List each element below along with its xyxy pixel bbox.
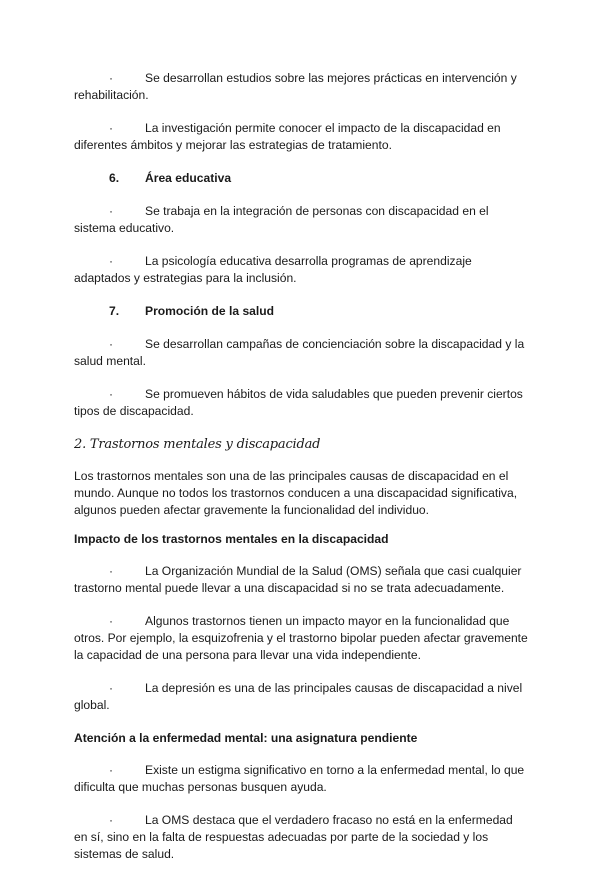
bullet-paragraph: · Se trabaja en la integración de personas con discapacidad en el sistema educativo. — [74, 204, 489, 235]
bullet-dot: · — [109, 71, 114, 85]
section-title: 2. Trastornos mentales y discapacidad — [74, 437, 321, 452]
bullet-dot: · — [109, 337, 114, 351]
bullet-dot: · — [109, 387, 114, 401]
bullet-dot: · — [109, 681, 114, 695]
attention-heading: Atención a la enfermedad mental: una asignatura pendiente — [74, 731, 418, 745]
bullet-paragraph: · Se promueven hábitos de vida saludables que pueden prevenir ciertos tipos de discapacidad. — [74, 387, 523, 418]
bullet-dot: · — [109, 121, 114, 135]
bullet-paragraph: · La psicología educativa desarrolla programas de aprendizaje adaptados y estrategias para la inclusión. — [74, 254, 472, 285]
bullet-paragraph: · La Organización Mundial de la Salud (OMS) señala que casi cualquier trastorno mental puede llevar a una discapacidad si no se trata adecuadamente. — [74, 564, 522, 595]
impact-heading: Impacto de los trastornos mentales en la discapacidad — [74, 532, 389, 546]
bullet-paragraph: · Se desarrollan estudios sobre las mejores prácticas en intervención y rehabilitación. — [74, 71, 517, 102]
bullet-dot: · — [109, 564, 114, 578]
bullet-paragraph: · La OMS destaca que el verdadero fracaso no está en la enfermedad en sí, sino en la falta de respuestas adecuadas por parte de la sociedad y los sistemas de salud. — [74, 813, 513, 861]
intro-paragraph: Los trastornos mentales son una de las principales causas de discapacidad en el mundo. Aunque no todos los trastornos conducen a una discapacidad significativa, algunos pueden afectar gravemente la funcionalidad del individuo. — [74, 469, 518, 517]
bullet-dot: · — [109, 204, 114, 218]
bullet-paragraph: · La investigación permite conocer el impacto de la discapacidad en diferentes ámbitos y mejorar las estrategias de tratamiento. — [74, 121, 501, 152]
bullet-paragraph: · Se desarrollan campañas de concienciación sobre la discapacidad y la salud mental. — [74, 337, 525, 368]
bullet-dot: · — [109, 254, 114, 268]
document-page — [74, 70, 529, 879]
bullet-dot: · — [109, 813, 114, 827]
bullet-paragraph: · Existe un estigma significativo en torno a la enfermedad mental, lo que dificulta que muchas personas busquen ayuda. — [74, 763, 525, 794]
bullet-paragraph: · Algunos trastornos tienen un impacto mayor en la funcionalidad que otros. Por ejemplo, la esquizofrenia y el trastorno bipolar pueden afectar gravemente la capacidad de una persona para llevar una vida independiente. — [74, 614, 528, 662]
bullet-dot: · — [109, 763, 114, 777]
numbered-heading-7: 7. Promoción de la salud — [109, 304, 275, 318]
bullet-dot: · — [109, 614, 114, 628]
bullet-paragraph: · La depresión es una de las principales causas de discapacidad a nivel global. — [74, 681, 523, 712]
numbered-heading-6: 6. Área educativa — [109, 171, 232, 185]
